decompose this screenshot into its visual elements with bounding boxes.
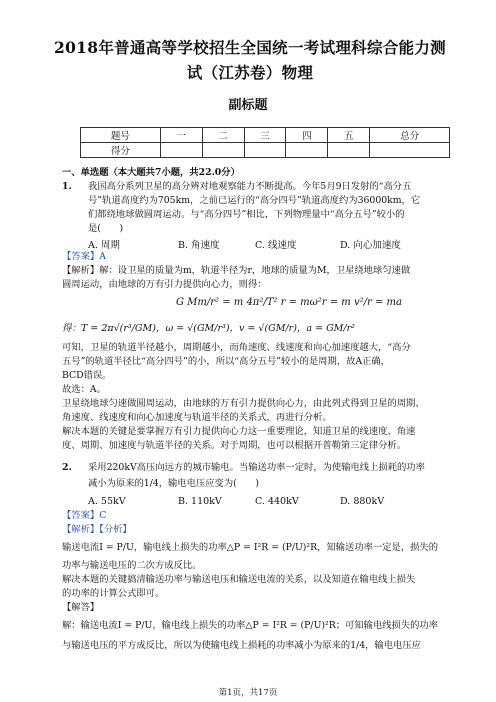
score-cell	[160, 143, 202, 158]
question-number: 1.	[62, 181, 72, 192]
page-footer: 第1页，共17页	[218, 688, 278, 698]
score-table-header-row	[81, 128, 450, 143]
analysis-line: 圆周运动，由地球的万有引力提供向心力，则得：	[62, 279, 267, 290]
score-table-header: 题号	[81, 128, 161, 143]
equation-gravity: G Mm/r² = m 4π²/T² r = mω²r = m v²/r = ma	[176, 297, 402, 308]
score-table	[80, 127, 450, 158]
answer-option: B. 110kV	[178, 496, 222, 507]
document-title-line2: 试（江苏卷）物理	[186, 63, 314, 82]
question-text-line: 采用220kV高压向远方的城市输电。当输送功率一定时，为使输电线上损耗的功率	[88, 462, 425, 473]
analysis-line: 解：输送电流I = P/U，输电线上损失的功率△P = I²R = (P/U)²R；可知输电线损失的功率	[62, 620, 439, 631]
question-text-line: 减小为原来的1/4，输电电压应变为( )	[88, 478, 259, 489]
score-table-header: 二	[202, 128, 244, 143]
question-text-line: 们都绕地球做圆周运动。与“高分四号”相比，下列物理量中“高分五号”较小的	[88, 209, 405, 220]
answer-option: B. 角速度	[178, 240, 220, 251]
score-table-header: 总分	[370, 128, 450, 143]
analysis-line: 可知，卫星的轨道半径越小，周期越小，而角速度、线速度和向心加速度越大，“高分	[62, 342, 411, 353]
answer-option: D. 880kV	[340, 496, 385, 507]
analysis-line: 度、周期、加速度与轨道半径的关系。对于周期，也可以根据开普勒第三定律分析。	[62, 440, 406, 451]
answer-option: D. 向心加速度	[340, 240, 401, 251]
analysis-line: 卫星绕地球匀速做圆周运动，由地球的万有引力提供向心力，由此列式得到卫星的周期、	[62, 398, 425, 409]
analysis-heading: 【解析】【分析】	[62, 524, 132, 535]
analysis-line: 角速度、线速度和向心加速度与轨道半径的关系式，再进行分析。	[62, 412, 332, 423]
answer-option: C. 线速度	[255, 240, 297, 251]
analysis-line: 解决本题的关键是要掌握万有引力提供向心力这一重要理论，知道卫星的线速度、角速	[62, 426, 416, 437]
section-heading: 一、单选题（本大题共7小题，共22.0分）	[62, 167, 240, 178]
score-table-header: 五	[328, 128, 370, 143]
score-table-header: 四	[286, 128, 328, 143]
score-table-row-label: 得分	[81, 143, 161, 158]
analysis-line: 故选：A。	[62, 384, 106, 395]
score-cell	[328, 143, 370, 158]
score-table-header: 三	[244, 128, 286, 143]
analysis-line: BCD错误。	[62, 370, 112, 381]
score-cell	[286, 143, 328, 158]
answer-option: A. 周期	[88, 240, 120, 251]
analysis-line: 与输送电压的平方成反比，所以为使输电线上损耗的功率减小为原来的1/4，输电电压应	[62, 640, 421, 651]
answer-option: A. 55kV	[88, 496, 126, 507]
question-text-line: 号”轨道高度约为705km，之前已运行的“高分四号”轨道高度约为36000km，它	[88, 195, 421, 206]
answer-label: 【答案】A	[62, 251, 106, 262]
document-subtitle: 副标题	[228, 98, 268, 113]
analysis-heading: 【解答】	[62, 602, 100, 613]
score-cell	[370, 143, 450, 158]
analysis-line: 功率与输送电压的二次方成反比。	[62, 560, 202, 571]
score-cell	[202, 143, 244, 158]
question-text-line: 我国高分系列卫星的高分辨对地观察能力不断提高。今年5月9日发射的“高分五	[88, 181, 412, 192]
score-cell	[244, 143, 286, 158]
answer-label: 【答案】C	[62, 510, 107, 521]
equation-results: 得：T = 2π√(r³/GM)，ω = √(GM/r³)，v = √(GM/r)，a = GM/r²	[62, 323, 355, 334]
analysis-line: 五号”的轨道半径比“高分四号”的小，所以“高分五号”较小的是周期，故A正确，	[62, 356, 390, 367]
analysis-line: 【解析】解：设卫星的质量为m，轨道半径为r，地球的质量为M，卫星绕地球匀速做	[62, 265, 411, 276]
score-table-header: 一	[160, 128, 202, 143]
analysis-line: 输送电流I = P/U，输电线上损失的功率△P = I²R = (P/U)²R，知输送功率一定是，损失的	[62, 542, 439, 553]
analysis-line: 解决本题的关键搞清输送功率与输送电压和输送电流的关系，以及知道在输电线上损失	[62, 574, 416, 585]
question-number: 2.	[62, 462, 72, 473]
answer-option: C. 440kV	[255, 496, 299, 507]
score-table-row	[81, 143, 450, 158]
analysis-line: 的功率的计算公式即可。	[62, 588, 165, 599]
document-title-line1: 2018年普通高等学校招生全国统一考试理科综合能力测	[54, 38, 446, 57]
question-text-line: 是( )	[88, 223, 124, 234]
